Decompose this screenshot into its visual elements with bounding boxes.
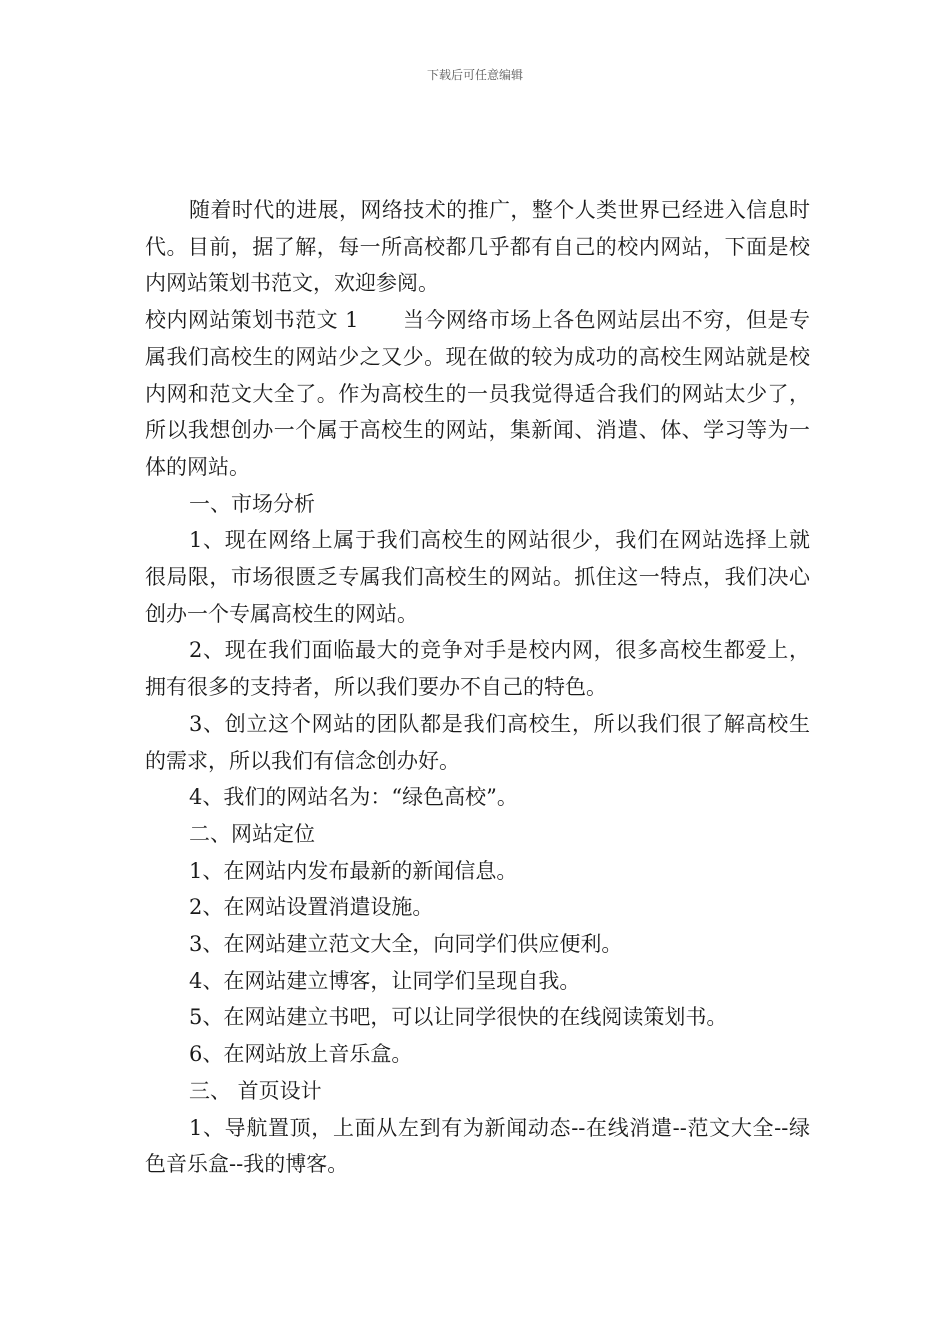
list-item: 3、创立这个网站的团队都是我们高校生，所以我们很了解高校生的需求，所以我们有信念创办好。 xyxy=(145,711,810,773)
list-item: 3、在网站建立范文大全，向同学们供应便利。 xyxy=(189,932,623,957)
intro-paragraph: 随着时代的进展，网络技术的推广，整个人类世界已经进入信息时代。目前，据了解，每一所高校都几乎都有自己的校内网站，下面是校内网站策划书范文，欢迎参阅。 xyxy=(145,198,810,296)
list-item: 1、在网站内发布最新的新闻信息。 xyxy=(189,858,518,883)
sample-title: 校内网站策划书范文 1 xyxy=(145,308,359,333)
section-heading-homepage: 三、 首页设计 xyxy=(189,1078,322,1103)
sample-lead: 当今网络市场上各色网站层出不穷，但是专属我们高校生的网站少之又少。现在做的较为成功的高校生网站就是校内网和范文大全了。作为高校生的一员我觉得适合我们的网站太少了，所以我想创办一个属于高校生的网站，集新闻、消遣、体、学习等为一体的网站。 xyxy=(145,308,811,479)
sample-paragraph xyxy=(145,302,810,486)
list-item: 6、在网站放上音乐盒。 xyxy=(189,1042,413,1067)
list-item: 1、导航置顶，上面从左到有为新闻动态--在线消遣--范文大全--绿色音乐盒--我的博客。 xyxy=(145,1115,810,1177)
list-item: 5、在网站建立书吧，可以让同学很快的在线阅读策划书。 xyxy=(189,1005,728,1030)
list-item: 4、在网站建立博客，让同学们呈现自我。 xyxy=(189,968,581,993)
section-heading-positioning: 二、网站定位 xyxy=(189,821,315,846)
list-item: 1、现在网络上属于我们高校生的网站很少，我们在网站选择上就很局限，市场很匮乏专属我们高校生的网站。抓住这一特点，我们决心创办一个专属高校生的网站。 xyxy=(145,528,810,626)
list-item: 2、在网站设置消遣设施。 xyxy=(189,895,434,920)
list-item: 4、我们的网站名为：“绿色高校”。 xyxy=(189,785,518,810)
list-item: 2、现在我们面临最大的竞争对手是校内网，很多高校生都爱上，拥有很多的支持者，所以我们要办不自己的特色。 xyxy=(145,638,810,700)
section-heading-market: 一、市场分析 xyxy=(189,491,315,516)
page-header-note: 下载后可任意编辑 xyxy=(426,68,523,82)
document-body xyxy=(145,192,810,1183)
